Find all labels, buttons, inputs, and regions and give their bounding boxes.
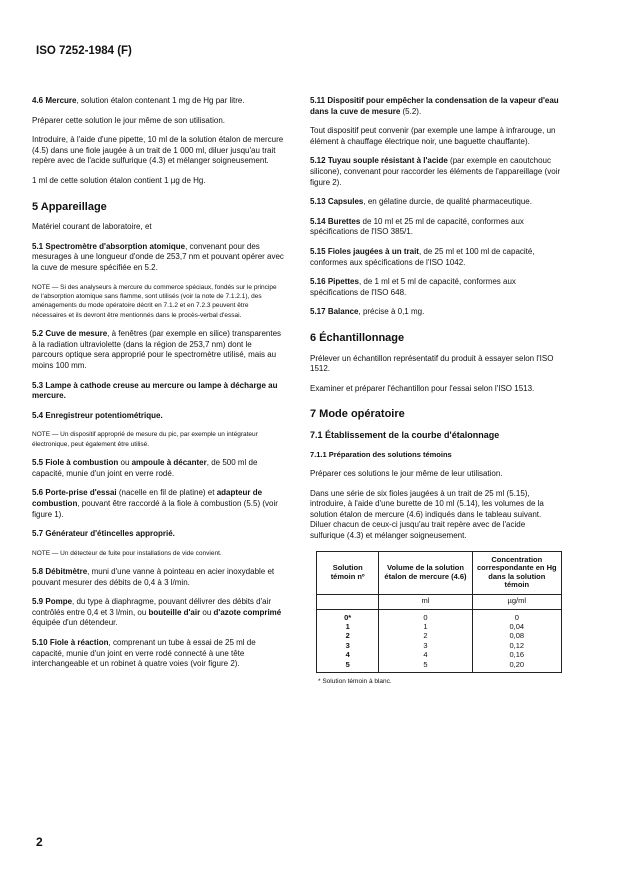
standards-table	[316, 551, 562, 673]
section-5-16: 5.16 Pipettes, de 1 ml et 5 ml de capacité, conformes aux spécifications de l'ISO 648.	[310, 277, 516, 297]
table-cell: 0,08	[509, 631, 525, 641]
section-5-4: 5.4 Enregistreur potentiométrique.	[32, 410, 163, 420]
section-5-11: 5.11 Dispositif pour empêcher la condensation de la vapeur d'eau dans la cuve de mesure (5.2).	[310, 96, 559, 116]
table-cell: 0,20	[509, 659, 525, 669]
paragraph: Examiner et préparer l'échantillon pour l'essai selon l'ISO 1513.	[310, 383, 535, 393]
table-cell: 4	[345, 650, 350, 660]
table-cell: 0,04	[509, 622, 525, 632]
note: NOTE — Un détecteur de fuite pour installations de vide convient.	[32, 549, 222, 557]
section-7-heading: 7 Mode opératoire	[310, 408, 405, 421]
note: NOTE — Un dispositif approprié de mesure du pic, par exemple un intégrateur électronique, peut également être utilisé.	[32, 431, 258, 448]
volume-column	[379, 609, 472, 672]
paragraph: 1 ml de cette solution étalon contient 1 µg de Hg.	[32, 175, 206, 185]
table-cell: 0	[514, 612, 519, 622]
note: NOTE — Si des analyseurs à mercure du commerce spéciaux, fondés sur le principe de l'absorption atomique sans flamme, sont utilisés (voir la note de 7.1.2.1), des aménagements du mode opératoire décrit en 7.1.2 et en 7.2.3 peuvent être nécessaires et ils devront être mentionnés dans le procès-verbal d'essai.	[32, 283, 277, 319]
table-cell: 5	[423, 659, 428, 669]
table-cell: 4	[423, 650, 428, 660]
section-5-17: 5.17 Balance, précise à 0,1 mg.	[310, 307, 425, 317]
section-7-1-heading: 7.1 Établissement de la courbe d'étalonnage	[310, 429, 500, 440]
table-cell: 1	[423, 622, 428, 632]
section-5-14: 5.14 Burettes de 10 ml et 25 ml de capacité, conformes aux spécifications de l'ISO 385/1.	[310, 216, 524, 237]
section-5-10: 5.10 Fiole à réaction, comprenant un tube à essai de 25 ml de capacité, munie d'un joint en verre rodé connecté à une tête interchangeable et un robinet à quatre voies (voir figure 2).	[32, 638, 256, 669]
col-header-solution: Solution témoin nº	[317, 551, 379, 594]
section-5-15: 5.15 Fioles jaugées à un trait, de 25 ml et 100 ml de capacité, conformes aux spécifications de l'ISO 1042.	[310, 246, 535, 267]
col-header-concentration: Concentration correspondante en Hg dans la solution témoin	[472, 551, 561, 594]
unit-cell: ml	[379, 594, 472, 609]
paragraph: Prélever un échantillon représentatif du produit à essayer selon l'ISO 1512.	[310, 353, 554, 374]
unit-cell: µg/ml	[472, 594, 561, 609]
table-cell: 2	[345, 631, 350, 641]
concentration-column	[472, 609, 561, 672]
table-cell: 0	[423, 612, 428, 622]
section-5-7: 5.7 Générateur d'étincelles approprié.	[32, 529, 175, 539]
page-header: ISO 7252-1984 (F)	[36, 45, 132, 57]
paragraph: Introduire, à l'aide d'une pipette, 10 ml de la solution étalon de mercure (4.5) dans une fiole jaugée à un trait de 1 000 ml, diluer jusqu'au trait repère avec de l'acide sulfurique (4.3) et mélanger soigneusement.	[32, 135, 284, 166]
section-5-8: 5.8 Débitmètre, muni d'une vanne à pointeau en acier inoxydable et pouvant mesurer des débits de 0,4 à 3 l/min.	[32, 567, 275, 587]
section-6-heading: 6 Échantillonnage	[310, 331, 405, 344]
page-number: 2	[36, 835, 43, 849]
paragraph: Matériel courant de laboratoire, et	[32, 222, 152, 232]
section-5-13: 5.13 Capsules, en gélatine durcie, de qualité pharmaceutique.	[310, 197, 532, 207]
section-7-1-1-heading: 7.1.1 Préparation des solutions témoins	[310, 450, 452, 460]
table-cell: 0*	[344, 612, 352, 622]
table-cell: 5	[345, 659, 350, 669]
section-5-3: 5.3 Lampe à cathode creuse au mercure ou lampe à décharge au mercure.	[32, 380, 278, 401]
table-cell: 0,12	[509, 640, 525, 650]
unit-cell	[317, 594, 379, 609]
table-cell: 2	[423, 631, 428, 641]
solution-column	[317, 609, 379, 672]
section-5-5: 5.5 Fiole à combustion ou ampoule à décanter, de 500 ml de capacité, munie d'un joint en verre rodé.	[32, 458, 258, 478]
paragraph: Préparer cette solution le jour même de son utilisation.	[32, 115, 225, 125]
section-4-6: 4.6 Mercure, solution étalon contenant 1 mg de Hg par litre.	[32, 96, 245, 105]
section-5-6: 5.6 Porte-prise d'essai (nacelle en fil de platine) et adapteur de combustion, pouvant être raccordé à la fiole à combustion (5.5) (voir figure 1).	[32, 488, 278, 519]
section-5-12: 5.12 Tuyau souple résistant à l'acide (par exemple en caoutchouc silicone), convenant pour raccorder les éléments de l'appareillage (voir figure 2).	[310, 156, 561, 187]
section-5-heading: 5 Appareillage	[32, 200, 107, 213]
section-5-2: 5.2 Cuve de mesure, à fenêtres (par exemple en silice) transparentes à la radiation ultraviolette (dans la région de 253,7 nm) dont le parcours optique sera approprié pour le spectromètre utilisé, mais au moins 100 mm.	[32, 329, 282, 370]
table-row	[317, 609, 562, 672]
paragraph: Préparer ces solutions le jour même de leur utilisation.	[310, 469, 503, 479]
paragraph: Dans une série de six fioles jaugées à un trait de 25 ml (5.15), introduire, à l'aide d'une burette de 10 ml (5.14), les volumes de la solution étalon de mercure (4.6) indiqués dans le tableau suivant. Diluer chacun de ceux-ci jusqu'au trait repère avec de l'acide sulfurique (4.3) et mélanger soigneusement.	[310, 488, 544, 541]
left-column	[32, 96, 284, 679]
table-header-row	[317, 551, 562, 594]
paragraph: Tout dispositif peut convenir (par exemple une lampe à infrarouge, un élément à chauffage électrique noir, une baguette chauffante).	[310, 126, 556, 146]
table-cell: 1	[345, 622, 350, 632]
table-cell: 3	[423, 640, 428, 650]
section-5-9: 5.9 Pompe, du type à diaphragme, pouvant délivrer des débits d'air contrôlés entre 0,4 et 3 l/min, ou bouteille d'air ou d'azote comprimé équipée d'un détendeur.	[32, 597, 282, 628]
right-column	[310, 96, 562, 688]
table-footnote: * Solution témoin à blanc.	[318, 677, 392, 685]
table-cell: 3	[345, 640, 350, 650]
section-5-1: 5.1 Spectromètre d'absorption atomique, convenant pour des mesurages à une longueur d'onde de 253,7 nm et pouvant opérer avec la cuve de mesure spécifiée en 5.2.	[32, 241, 284, 272]
table-cell: 0,16	[509, 650, 525, 660]
col-header-volume: Volume de la solution étalon de mercure (4.6)	[379, 551, 472, 594]
table-unit-row	[317, 594, 562, 609]
